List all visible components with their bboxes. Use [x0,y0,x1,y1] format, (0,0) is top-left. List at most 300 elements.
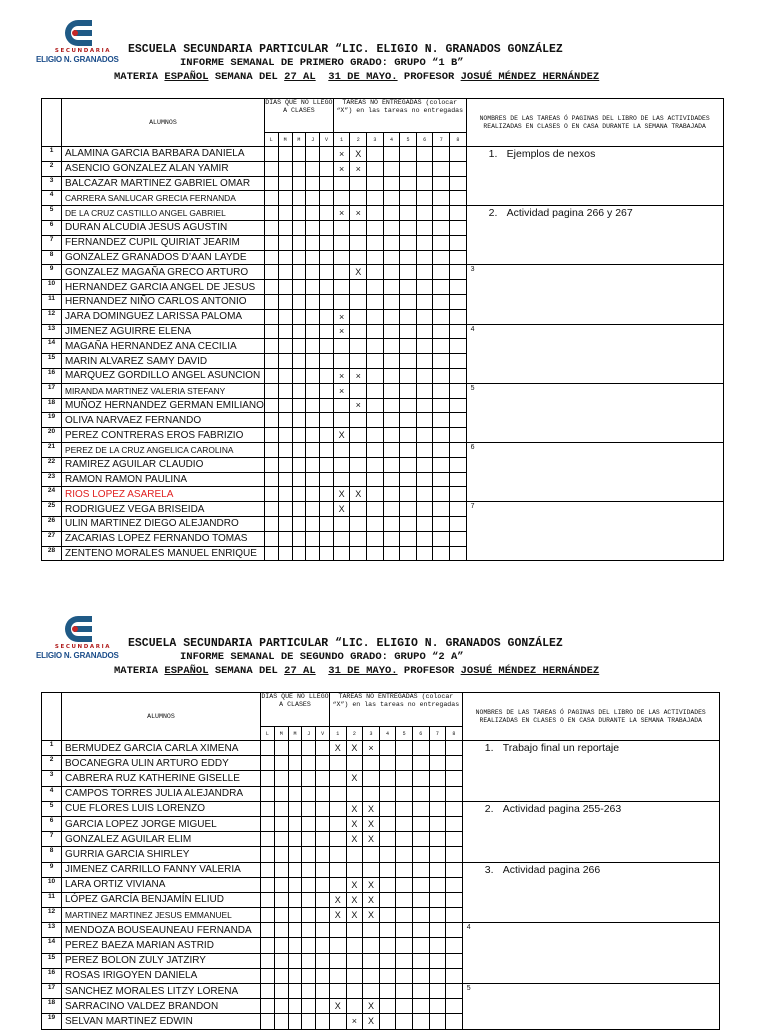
task-cell[interactable] [350,457,367,472]
day-cell[interactable] [274,756,288,771]
day-cell[interactable] [320,191,334,206]
task-cell[interactable] [400,398,417,413]
task-cell[interactable] [379,862,396,877]
day-cell[interactable] [302,968,316,983]
day-cell[interactable] [316,968,330,983]
day-cell[interactable] [288,771,302,786]
task-cell[interactable] [433,176,450,191]
task-cell[interactable] [400,147,417,162]
task-cell[interactable] [363,847,380,862]
task-cell[interactable] [400,383,417,398]
day-cell[interactable] [320,472,334,487]
task-cell[interactable] [429,908,446,923]
task-cell[interactable] [433,161,450,176]
task-cell[interactable]: × [350,161,367,176]
day-cell[interactable] [316,984,330,999]
task-cell[interactable] [416,428,433,443]
day-cell[interactable] [274,847,288,862]
day-cell[interactable] [302,786,316,801]
task-cell[interactable] [379,741,396,756]
task-cell[interactable] [400,161,417,176]
day-cell[interactable] [306,442,320,457]
task-cell[interactable] [416,383,433,398]
task-cell[interactable] [416,413,433,428]
day-cell[interactable] [316,832,330,847]
task-cell[interactable] [383,428,400,443]
task-cell[interactable] [350,191,367,206]
task-cell[interactable] [412,741,429,756]
task-cell[interactable] [446,984,463,999]
task-cell[interactable] [363,984,380,999]
task-cell[interactable] [400,280,417,295]
day-cell[interactable] [261,968,275,983]
day-cell[interactable] [306,339,320,354]
day-cell[interactable] [306,472,320,487]
task-cell[interactable] [333,220,350,235]
day-cell[interactable] [320,324,334,339]
activity-cell[interactable] [462,801,719,862]
day-cell[interactable] [288,877,302,892]
day-cell[interactable] [264,502,278,517]
day-cell[interactable] [264,442,278,457]
task-cell[interactable] [350,280,367,295]
task-cell[interactable] [363,923,380,938]
task-cell[interactable] [412,786,429,801]
task-cell[interactable] [367,265,384,280]
task-cell[interactable] [446,968,463,983]
task-cell[interactable] [450,324,467,339]
task-cell[interactable] [329,862,346,877]
task-cell[interactable] [433,294,450,309]
day-cell[interactable] [320,457,334,472]
task-cell[interactable] [383,220,400,235]
day-cell[interactable] [306,531,320,546]
day-cell[interactable] [302,771,316,786]
task-cell[interactable] [429,741,446,756]
day-cell[interactable] [292,383,306,398]
day-cell[interactable] [261,1014,275,1029]
task-cell[interactable] [412,771,429,786]
day-cell[interactable] [261,938,275,953]
day-cell[interactable] [302,999,316,1014]
task-cell[interactable] [350,235,367,250]
day-cell[interactable] [320,368,334,383]
task-cell[interactable] [333,176,350,191]
day-cell[interactable] [288,908,302,923]
day-cell[interactable] [292,442,306,457]
task-cell[interactable] [450,413,467,428]
task-cell[interactable] [446,953,463,968]
task-cell[interactable]: X [346,908,363,923]
day-cell[interactable] [288,999,302,1014]
day-cell[interactable] [292,516,306,531]
task-cell[interactable]: X [346,741,363,756]
day-cell[interactable] [302,832,316,847]
task-cell[interactable] [446,1014,463,1029]
day-cell[interactable] [320,294,334,309]
task-cell[interactable] [412,862,429,877]
task-cell[interactable] [396,923,413,938]
task-cell[interactable] [346,953,363,968]
day-cell[interactable] [292,250,306,265]
task-cell[interactable] [367,383,384,398]
day-cell[interactable] [292,398,306,413]
day-cell[interactable] [278,457,292,472]
day-cell[interactable] [292,191,306,206]
task-cell[interactable] [400,502,417,517]
task-cell[interactable] [367,457,384,472]
task-cell[interactable] [379,816,396,831]
day-cell[interactable] [316,847,330,862]
task-cell[interactable]: × [363,741,380,756]
task-cell[interactable]: X [346,877,363,892]
task-cell[interactable] [379,968,396,983]
day-cell[interactable] [274,877,288,892]
task-cell[interactable] [383,280,400,295]
task-cell[interactable] [396,1014,413,1029]
task-cell[interactable]: X [329,908,346,923]
task-cell[interactable] [450,516,467,531]
task-cell[interactable] [450,206,467,221]
day-cell[interactable] [264,250,278,265]
day-cell[interactable] [306,398,320,413]
task-cell[interactable] [429,832,446,847]
task-cell[interactable] [400,487,417,502]
day-cell[interactable] [274,999,288,1014]
day-cell[interactable] [264,368,278,383]
task-cell[interactable] [329,771,346,786]
day-cell[interactable] [316,756,330,771]
day-cell[interactable] [274,801,288,816]
activity-cell[interactable] [466,147,723,206]
task-cell[interactable] [383,354,400,369]
task-cell[interactable] [433,428,450,443]
activity-cell[interactable] [462,862,719,923]
task-cell[interactable] [367,428,384,443]
day-cell[interactable] [278,324,292,339]
task-cell[interactable] [446,832,463,847]
day-cell[interactable] [278,191,292,206]
day-cell[interactable] [288,832,302,847]
task-cell[interactable]: × [350,398,367,413]
task-cell[interactable] [416,280,433,295]
task-cell[interactable] [412,877,429,892]
day-cell[interactable] [261,984,275,999]
task-cell[interactable] [383,457,400,472]
day-cell[interactable] [274,862,288,877]
task-cell[interactable] [333,398,350,413]
task-cell[interactable] [396,999,413,1014]
task-cell[interactable] [412,801,429,816]
task-cell[interactable] [412,816,429,831]
task-cell[interactable] [379,953,396,968]
task-cell[interactable] [416,324,433,339]
task-cell[interactable] [379,938,396,953]
task-cell[interactable] [383,235,400,250]
day-cell[interactable] [261,786,275,801]
task-cell[interactable] [383,206,400,221]
task-cell[interactable] [412,832,429,847]
day-cell[interactable] [306,147,320,162]
task-cell[interactable] [329,938,346,953]
task-cell[interactable] [329,756,346,771]
task-cell[interactable] [416,161,433,176]
day-cell[interactable] [306,324,320,339]
day-cell[interactable] [274,938,288,953]
day-cell[interactable] [302,847,316,862]
task-cell[interactable] [350,324,367,339]
task-cell[interactable]: X [346,816,363,831]
task-cell[interactable] [379,801,396,816]
day-cell[interactable] [302,801,316,816]
day-cell[interactable] [264,161,278,176]
day-cell[interactable] [288,968,302,983]
task-cell[interactable] [450,487,467,502]
task-cell[interactable] [400,442,417,457]
task-cell[interactable] [346,862,363,877]
task-cell[interactable]: X [350,265,367,280]
task-cell[interactable] [396,862,413,877]
task-cell[interactable]: X [363,832,380,847]
day-cell[interactable] [306,354,320,369]
day-cell[interactable] [306,487,320,502]
day-cell[interactable] [306,191,320,206]
day-cell[interactable] [278,398,292,413]
day-cell[interactable] [292,413,306,428]
task-cell[interactable] [429,968,446,983]
task-cell[interactable] [367,250,384,265]
day-cell[interactable] [292,502,306,517]
task-cell[interactable] [446,877,463,892]
activity-cell[interactable] [466,502,723,561]
task-cell[interactable]: × [333,161,350,176]
day-cell[interactable] [288,741,302,756]
task-cell[interactable]: X [346,892,363,907]
task-cell[interactable] [383,339,400,354]
day-cell[interactable] [264,206,278,221]
day-cell[interactable] [264,354,278,369]
day-cell[interactable] [292,428,306,443]
day-cell[interactable] [261,908,275,923]
day-cell[interactable] [288,1014,302,1029]
task-cell[interactable] [396,832,413,847]
task-cell[interactable] [333,250,350,265]
task-cell[interactable] [333,531,350,546]
day-cell[interactable] [274,953,288,968]
task-cell[interactable] [333,191,350,206]
day-cell[interactable] [306,265,320,280]
day-cell[interactable] [274,968,288,983]
task-cell[interactable] [383,442,400,457]
task-cell[interactable] [367,354,384,369]
day-cell[interactable] [320,339,334,354]
task-cell[interactable] [416,235,433,250]
day-cell[interactable] [302,953,316,968]
day-cell[interactable] [288,756,302,771]
day-cell[interactable] [264,413,278,428]
day-cell[interactable] [261,816,275,831]
day-cell[interactable] [316,908,330,923]
task-cell[interactable] [429,862,446,877]
day-cell[interactable] [264,324,278,339]
task-cell[interactable] [450,442,467,457]
task-cell[interactable] [333,280,350,295]
task-cell[interactable] [367,147,384,162]
task-cell[interactable] [350,383,367,398]
task-cell[interactable] [412,938,429,953]
task-cell[interactable] [450,457,467,472]
task-cell[interactable] [446,741,463,756]
day-cell[interactable] [292,235,306,250]
task-cell[interactable] [396,877,413,892]
task-cell[interactable] [433,457,450,472]
task-cell[interactable] [383,472,400,487]
day-cell[interactable] [261,771,275,786]
task-cell[interactable] [429,801,446,816]
day-cell[interactable] [261,923,275,938]
day-cell[interactable] [292,161,306,176]
day-cell[interactable] [320,309,334,324]
task-cell[interactable] [383,250,400,265]
task-cell[interactable] [450,235,467,250]
day-cell[interactable] [306,220,320,235]
task-cell[interactable] [400,339,417,354]
task-cell[interactable] [433,442,450,457]
day-cell[interactable] [288,938,302,953]
day-cell[interactable] [302,816,316,831]
day-cell[interactable] [274,984,288,999]
day-cell[interactable] [316,862,330,877]
task-cell[interactable] [396,847,413,862]
day-cell[interactable] [302,892,316,907]
task-cell[interactable] [333,546,350,561]
task-cell[interactable] [433,235,450,250]
day-cell[interactable] [264,457,278,472]
day-cell[interactable] [320,147,334,162]
task-cell[interactable] [412,999,429,1014]
day-cell[interactable] [278,339,292,354]
task-cell[interactable] [363,938,380,953]
task-cell[interactable]: X [329,892,346,907]
day-cell[interactable] [306,368,320,383]
task-cell[interactable] [433,487,450,502]
task-cell[interactable] [346,756,363,771]
day-cell[interactable] [320,531,334,546]
task-cell[interactable] [383,487,400,502]
task-cell[interactable] [329,953,346,968]
task-cell[interactable] [416,176,433,191]
task-cell[interactable] [429,847,446,862]
task-cell[interactable]: X [363,1014,380,1029]
task-cell[interactable] [446,923,463,938]
task-cell[interactable] [400,354,417,369]
activity-cell[interactable] [462,923,719,984]
day-cell[interactable] [320,354,334,369]
task-cell[interactable] [350,294,367,309]
task-cell[interactable] [450,354,467,369]
task-cell[interactable] [350,250,367,265]
task-cell[interactable] [429,786,446,801]
task-cell[interactable] [383,309,400,324]
task-cell[interactable] [450,220,467,235]
task-cell[interactable] [416,265,433,280]
task-cell[interactable] [416,546,433,561]
day-cell[interactable] [274,832,288,847]
task-cell[interactable]: X [363,999,380,1014]
day-cell[interactable] [302,938,316,953]
task-cell[interactable] [433,546,450,561]
task-cell[interactable] [379,908,396,923]
task-cell[interactable] [367,235,384,250]
task-cell[interactable] [350,516,367,531]
task-cell[interactable] [396,741,413,756]
task-cell[interactable] [433,354,450,369]
task-cell[interactable] [416,368,433,383]
task-cell[interactable] [333,516,350,531]
task-cell[interactable] [350,531,367,546]
task-cell[interactable] [333,442,350,457]
task-cell[interactable] [367,487,384,502]
task-cell[interactable] [367,472,384,487]
day-cell[interactable] [288,786,302,801]
task-cell[interactable] [416,354,433,369]
day-cell[interactable] [316,953,330,968]
task-cell[interactable] [350,309,367,324]
task-cell[interactable]: × [333,309,350,324]
task-cell[interactable] [433,502,450,517]
task-cell[interactable] [329,923,346,938]
task-cell[interactable] [416,191,433,206]
task-cell[interactable] [429,756,446,771]
day-cell[interactable] [274,816,288,831]
task-cell[interactable] [450,176,467,191]
task-cell[interactable] [400,413,417,428]
task-cell[interactable] [400,472,417,487]
day-cell[interactable] [306,546,320,561]
day-cell[interactable] [292,368,306,383]
task-cell[interactable] [429,816,446,831]
task-cell[interactable] [450,191,467,206]
task-cell[interactable] [450,250,467,265]
task-cell[interactable] [450,147,467,162]
task-cell[interactable] [396,786,413,801]
task-cell[interactable] [379,847,396,862]
day-cell[interactable] [261,741,275,756]
task-cell[interactable] [429,1014,446,1029]
task-cell[interactable] [450,428,467,443]
day-cell[interactable] [274,923,288,938]
day-cell[interactable] [261,756,275,771]
day-cell[interactable] [292,206,306,221]
task-cell[interactable] [333,472,350,487]
day-cell[interactable] [261,832,275,847]
task-cell[interactable] [383,191,400,206]
task-cell[interactable] [333,265,350,280]
task-cell[interactable] [446,771,463,786]
task-cell[interactable] [379,923,396,938]
task-cell[interactable] [346,923,363,938]
task-cell[interactable] [416,339,433,354]
day-cell[interactable] [302,877,316,892]
day-cell[interactable] [278,147,292,162]
task-cell[interactable] [416,398,433,413]
day-cell[interactable] [278,502,292,517]
day-cell[interactable] [320,265,334,280]
task-cell[interactable] [367,516,384,531]
day-cell[interactable] [316,816,330,831]
day-cell[interactable] [278,487,292,502]
task-cell[interactable] [446,999,463,1014]
